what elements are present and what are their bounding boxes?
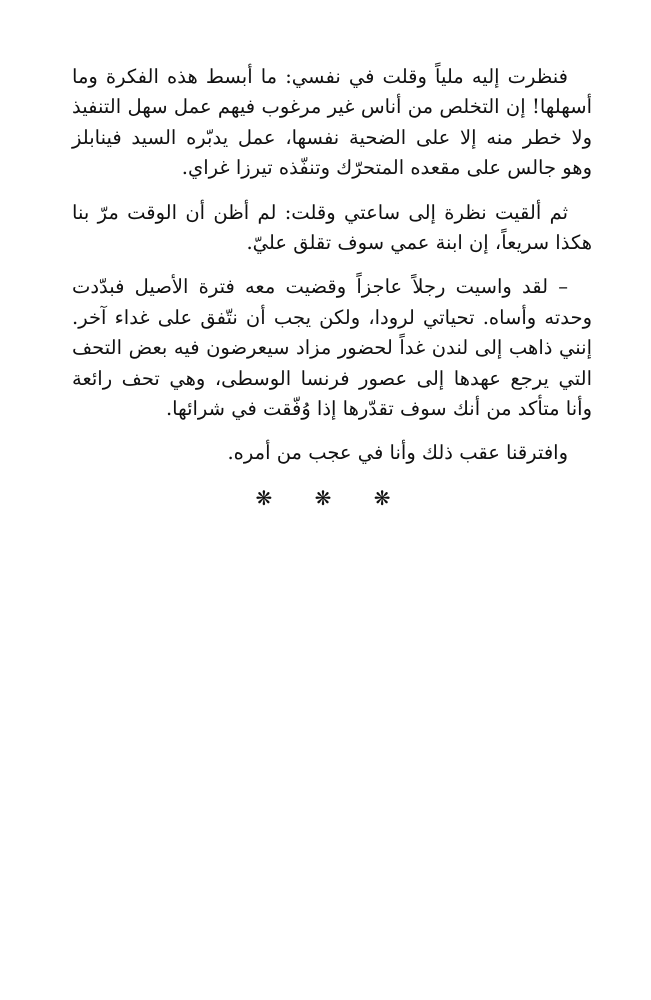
paragraph-4: وافترقنا عقب ذلك وأنا في عجب من أمره. — [227, 441, 568, 465]
section-separator: ❋ ❋ ❋ — [255, 485, 409, 510]
paragraph-3: – لقد واسيت رجلاً عاجزاً وقضيت معه فترة الأصيل فبدّدت وحدته وأساه. تحياتي لرودا، ولكن يجب أن نتّفق على غداء آخر. إنني ذاهب إلى لندن غداً لحضور مزاد سيعرضون فيه بعض التحف التي يرجع عهدها إلى عصور فرنسا الوسطى، وهي تحف رائعة وأنا متأكد من أنك سوف تقدّرها إذا وُفّقت في شرائها. — [72, 275, 592, 421]
paragraph-2: ثم ألقيت نظرة إلى ساعتي وقلت: لم أظن أن الوقت مرّ بنا هكذا سريعاً، إن ابنة عمي سوف تقلق عليّ. — [72, 200, 592, 255]
paragraph-1: فنظرت إليه ملياً وقلت في نفسي: ما أبسط هذه الفكرة وما أسهلها! إن التخلص من أناس غير مرغوب فيهم عمل سهل التنفيذ ولا خطر منه إلا على الضحية نفسها، عمل يدبّره السيد فينابلز وهو جالس على مقعده المتحرّك وتنفّذه تيرزا غراي. — [72, 65, 592, 180]
document-page — [72, 62, 592, 513]
